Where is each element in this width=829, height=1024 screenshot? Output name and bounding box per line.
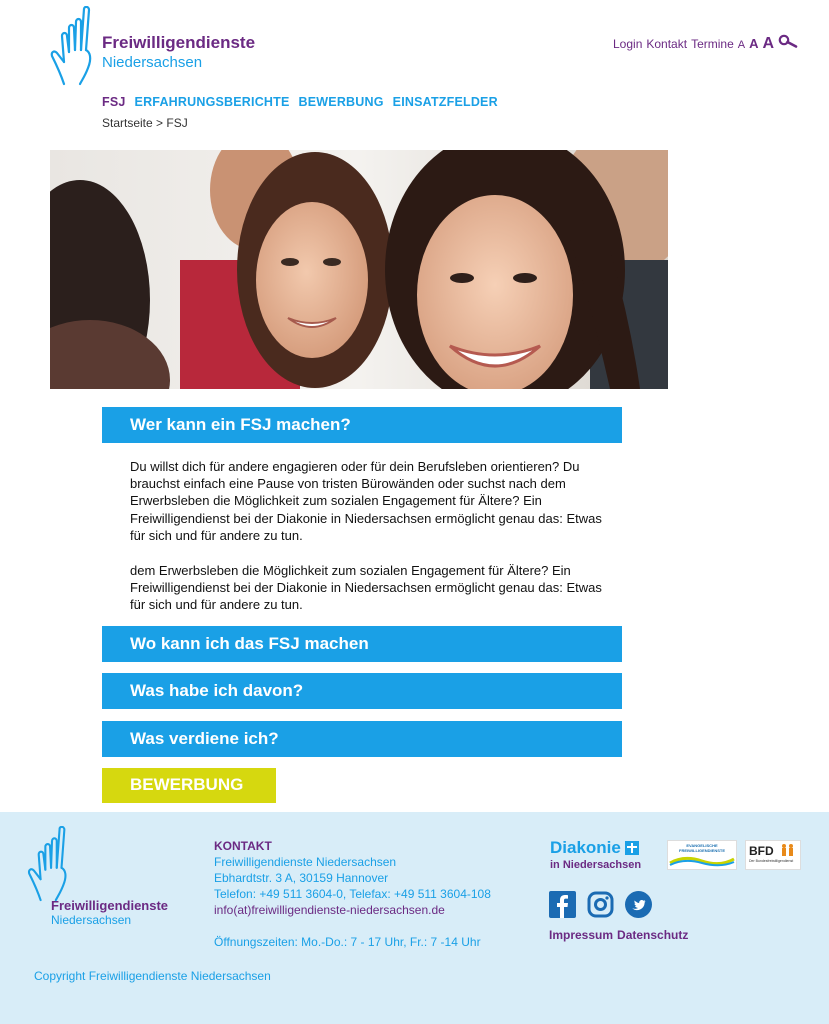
- kontakt-link[interactable]: Kontakt: [646, 37, 688, 51]
- twitter-link[interactable]: [625, 891, 652, 923]
- datenschutz-link[interactable]: Datenschutz: [617, 928, 689, 942]
- breadcrumb: Startseite > FSJ: [102, 116, 188, 130]
- top-navigation: [613, 34, 798, 53]
- login-link[interactable]: Login: [613, 37, 643, 51]
- font-size-small-button[interactable]: A: [737, 39, 746, 51]
- contact-heading: KONTAKT: [214, 839, 272, 853]
- footer-brand-subtitle: Niedersachsen: [51, 913, 132, 927]
- twitter-icon: [625, 891, 652, 918]
- bfd-figures-icon: [780, 843, 796, 857]
- footer-brand-title: Freiwilligendienste: [51, 898, 169, 913]
- bfd-text: BFD: [749, 844, 774, 858]
- diakonie-name: Diakonie: [550, 838, 621, 857]
- intro-paragraph-1: Du willst dich für andere engagieren oder für dein Berufsleben orientieren? Du brauchst einfach eine Pause von tristen Bürowänden oder suchst nach dem Erwerbsleben die Möglichkeit zum sozialen Engagement für Ältere? Ein Freiwilligendienst bei der Diakonie in Niedersachsen ermöglicht genau das: Etwas für sich und für andere zu tun.: [130, 459, 602, 543]
- diakonie-logo[interactable]: [550, 838, 641, 871]
- instagram-icon: [587, 891, 614, 918]
- search-icon: [778, 34, 798, 48]
- intro-paragraph-2: dem Erwerbsleben die Möglichkeit zum sozialen Engagement für Ältere? Ein Freiwilligendienst bei der Diakonie in Niedersachsen ermöglicht genau das: Etwas für sich und für andere zu tun.: [130, 563, 602, 613]
- footer-contact: [214, 838, 491, 950]
- social-links: [549, 891, 652, 923]
- brand-title[interactable]: Freiwilligendienste: [102, 33, 256, 52]
- font-size-medium-button[interactable]: A: [749, 36, 759, 51]
- font-size-large-button[interactable]: A: [762, 35, 775, 52]
- instagram-link[interactable]: [587, 891, 614, 923]
- ev-freiwilligendienste-wave-icon: [668, 855, 736, 867]
- brand-subtitle[interactable]: Niedersachsen: [102, 54, 203, 71]
- contact-address: Ebhardtstr. 3 A, 30159 Hannover: [214, 871, 389, 885]
- bfd-logo[interactable]: [745, 840, 801, 870]
- facebook-link[interactable]: [549, 891, 576, 923]
- ev-freiwilligendienste-logo[interactable]: [667, 840, 737, 870]
- copyright: Copyright Freiwilligendienste Niedersachsen: [34, 969, 271, 983]
- opening-hours: Öffnungszeiten: Mo.-Do.: 7 - 17 Uhr, Fr.: 7 -14 Uhr: [214, 935, 481, 949]
- nav-item-erfahrungsberichte[interactable]: ERFAHRUNGSBERICHTE: [134, 95, 290, 109]
- accordion-header-was-verdiene[interactable]: Was verdiene ich?: [102, 721, 622, 757]
- diakonie-subtitle: in Niedersachsen: [550, 859, 642, 871]
- contact-email-link[interactable]: info(at)freiwilligendienste-niedersachsen.de: [214, 903, 445, 917]
- hand-logo-icon: [22, 826, 82, 902]
- impressum-link[interactable]: Impressum: [549, 928, 614, 942]
- footer-logo[interactable]: [22, 826, 82, 906]
- termine-link[interactable]: Termine: [691, 37, 734, 51]
- bfd-subtitle: Der Bundesfreiwilligendienst: [749, 859, 794, 863]
- header-logo[interactable]: [50, 6, 102, 86]
- search-button[interactable]: [778, 34, 798, 51]
- contact-phone[interactable]: Telefon: +49 511 3604-0, Telefax: +49 511 3604-108: [214, 887, 491, 901]
- bewerbung-button[interactable]: BEWERBUNG: [102, 768, 276, 803]
- hero-image: [50, 150, 668, 389]
- legal-links: [549, 928, 688, 942]
- nav-item-fsj[interactable]: FSJ: [102, 95, 126, 109]
- nav-item-bewerbung[interactable]: BEWERBUNG: [298, 95, 384, 109]
- main-navigation: [102, 95, 498, 109]
- diakonie-cross-icon: [625, 841, 639, 855]
- accordion-header-wo-kann[interactable]: Wo kann ich das FSJ machen: [102, 626, 622, 662]
- facebook-icon: [549, 891, 576, 918]
- nav-item-einsatzfelder[interactable]: EINSATZFELDER: [392, 95, 498, 109]
- accordion-header-was-habe[interactable]: Was habe ich davon?: [102, 673, 622, 709]
- contact-organisation: Freiwilligendienste Niedersachsen: [214, 855, 397, 869]
- ev-logo-text: EVANGELISCHE FREIWILLIGENDIENSTE: [679, 843, 725, 853]
- hand-logo-icon: [50, 6, 102, 86]
- accordion-header-wer-kann[interactable]: Wer kann ein FSJ machen?: [102, 407, 622, 443]
